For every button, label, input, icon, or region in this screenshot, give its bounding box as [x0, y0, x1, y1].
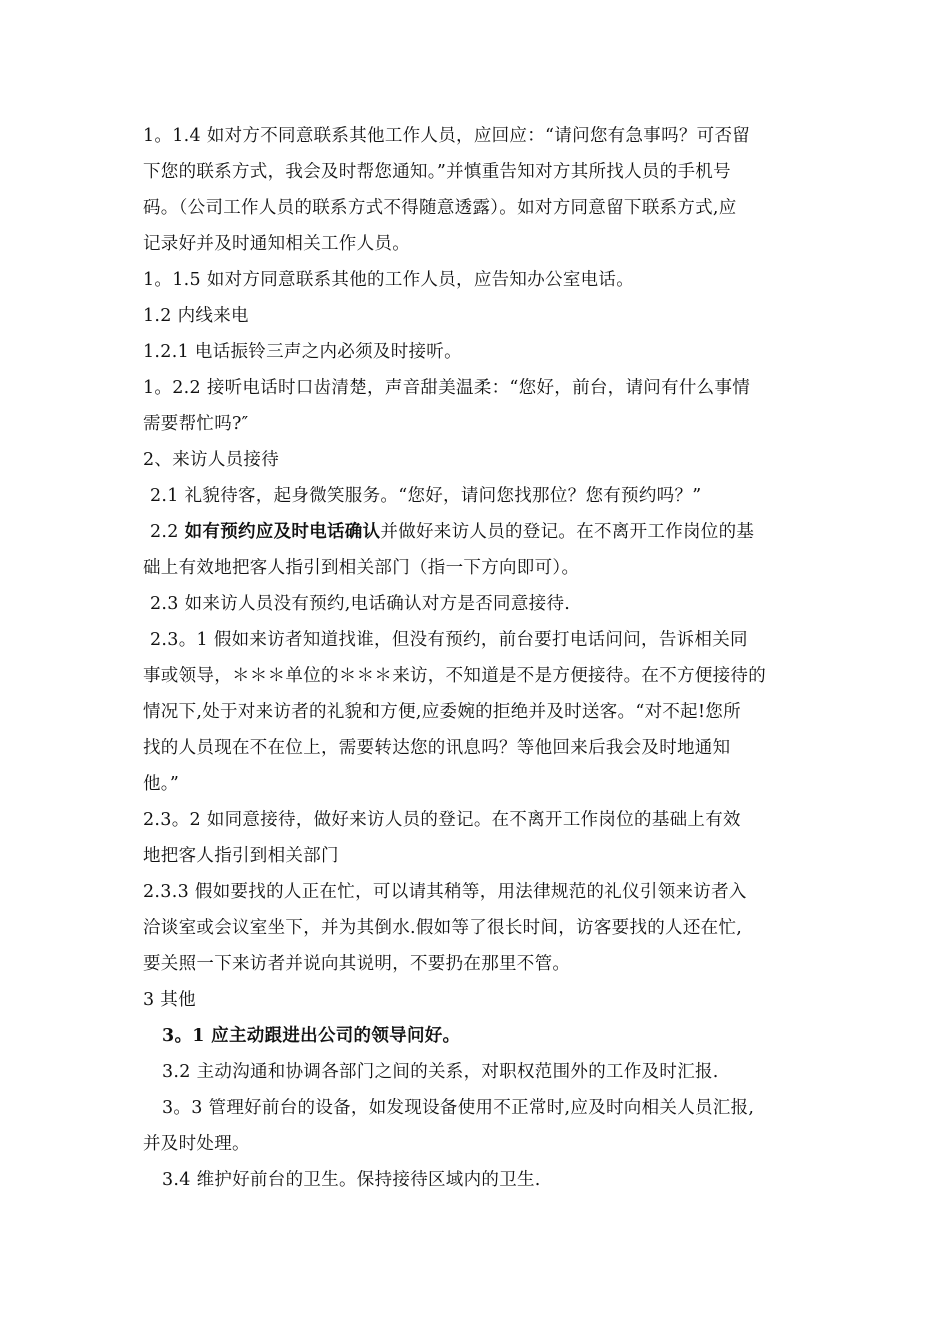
- paragraph-2-3-3-line-1: 2.3.3 假如要找的人正在忙，可以请其稍等，用法律规范的礼仪引领来访者入: [143, 882, 747, 902]
- paragraph-1-2-2-line-1: 1。2.2 接听电话时口齿清楚，声音甜美温柔：“您好，前台，请问有什么事情: [143, 378, 751, 398]
- paragraph-3-1: 3。1 应主动跟进出公司的领导问好。: [162, 1026, 461, 1046]
- paragraph-2-1: 2.1 礼貌待客，起身微笑服务。“您好，请问您找那位？您有预约吗？”: [150, 486, 702, 506]
- paragraph-2-3: 2.3 如来访人员没有预约,电话确认对方是否同意接待.: [150, 594, 571, 614]
- paragraph-1-1-4-line-3: 码。（公司工作人员的联系方式不得随意透露）。如对方同意留下联系方式,应: [143, 198, 737, 218]
- paragraph-1-2-1: 1.2.1 电话振铃三声之内必须及时接听。: [143, 342, 462, 362]
- paragraph-2-3-2-line-2: 地把客人指引到相关部门: [143, 846, 339, 866]
- paragraph-2-3-1-line-4: 找的人员现在不在位上，需要转达您的讯息吗？等他回来后我会及时地通知: [143, 738, 731, 758]
- heading-1-2: 1.2 内线来电: [143, 306, 249, 326]
- paragraph-2-2-bold-text: 如有预约应及时电话确认: [184, 522, 381, 542]
- paragraph-1-1-5: 1。1.5 如对方同意联系其他的工作人员，应告知办公室电话。: [143, 270, 635, 290]
- paragraph-2-2-line-1: [150, 521, 754, 543]
- paragraph-2-3-1-line-1: 2.3。1 假如来访者知道找谁，但没有预约，前台要打电话问问，告诉相关同: [150, 630, 748, 650]
- paragraph-1-1-4-line-4: 记录好并及时通知相关工作人员。: [143, 234, 410, 254]
- paragraph-3-2: 3.2 主动沟通和协调各部门之间的关系，对职权范围外的工作及时汇报.: [162, 1062, 719, 1082]
- paragraph-3-4: 3.4 维护好前台的卫生。保持接待区域内的卫生.: [162, 1170, 541, 1190]
- paragraph-2-2-line-2: 础上有效地把客人指引到相关部门（指一下方向即可）。: [143, 558, 580, 578]
- heading-3: 3 其他: [143, 990, 196, 1010]
- paragraph-1-2-2-line-2: 需要帮忙吗?″: [143, 414, 249, 434]
- paragraph-3-3-line-2: 并及时处理。: [143, 1134, 250, 1154]
- paragraph-1-1-4-line-1: 1。1.4 如对方不同意联系其他工作人员，应回应：“请问您有急事吗？可否留: [143, 126, 751, 146]
- heading-2: 2、来访人员接待: [143, 450, 280, 470]
- paragraph-2-2-rest: 并做好来访人员的登记。在不离开工作岗位的基: [380, 522, 755, 542]
- paragraph-2-3-2-line-1: 2.3。2 如同意接待，做好来访人员的登记。在不离开工作岗位的基础上有效: [143, 810, 741, 830]
- paragraph-2-3-3-line-3: 要关照一下来访者并说向其说明，不要扔在那里不管。: [143, 954, 571, 974]
- paragraph-2-2-number: 2.2: [150, 522, 185, 542]
- paragraph-2-3-3-line-2: 洽谈室或会议室坐下，并为其倒水.假如等了很长时间，访客要找的人还在忙,: [143, 918, 743, 938]
- paragraph-2-3-1-line-5: 他。”: [143, 774, 180, 794]
- paragraph-3-3-line-1: 3。3 管理好前台的设备，如发现设备使用不正常时,应及时向相关人员汇报,: [162, 1098, 755, 1118]
- paragraph-2-3-1-line-2: 事或领导，＊＊＊单位的＊＊＊来访，不知道是不是方便接待。在不方便接待的: [143, 666, 766, 686]
- paragraph-1-1-4-line-2: 下您的联系方式，我会及时帮您通知。”并慎重告知对方其所找人员的手机号: [143, 162, 731, 182]
- paragraph-2-3-1-line-3: 情况下,处于对来访者的礼貌和方便,应委婉的拒绝并及时送客。“对不起!您所: [143, 702, 741, 722]
